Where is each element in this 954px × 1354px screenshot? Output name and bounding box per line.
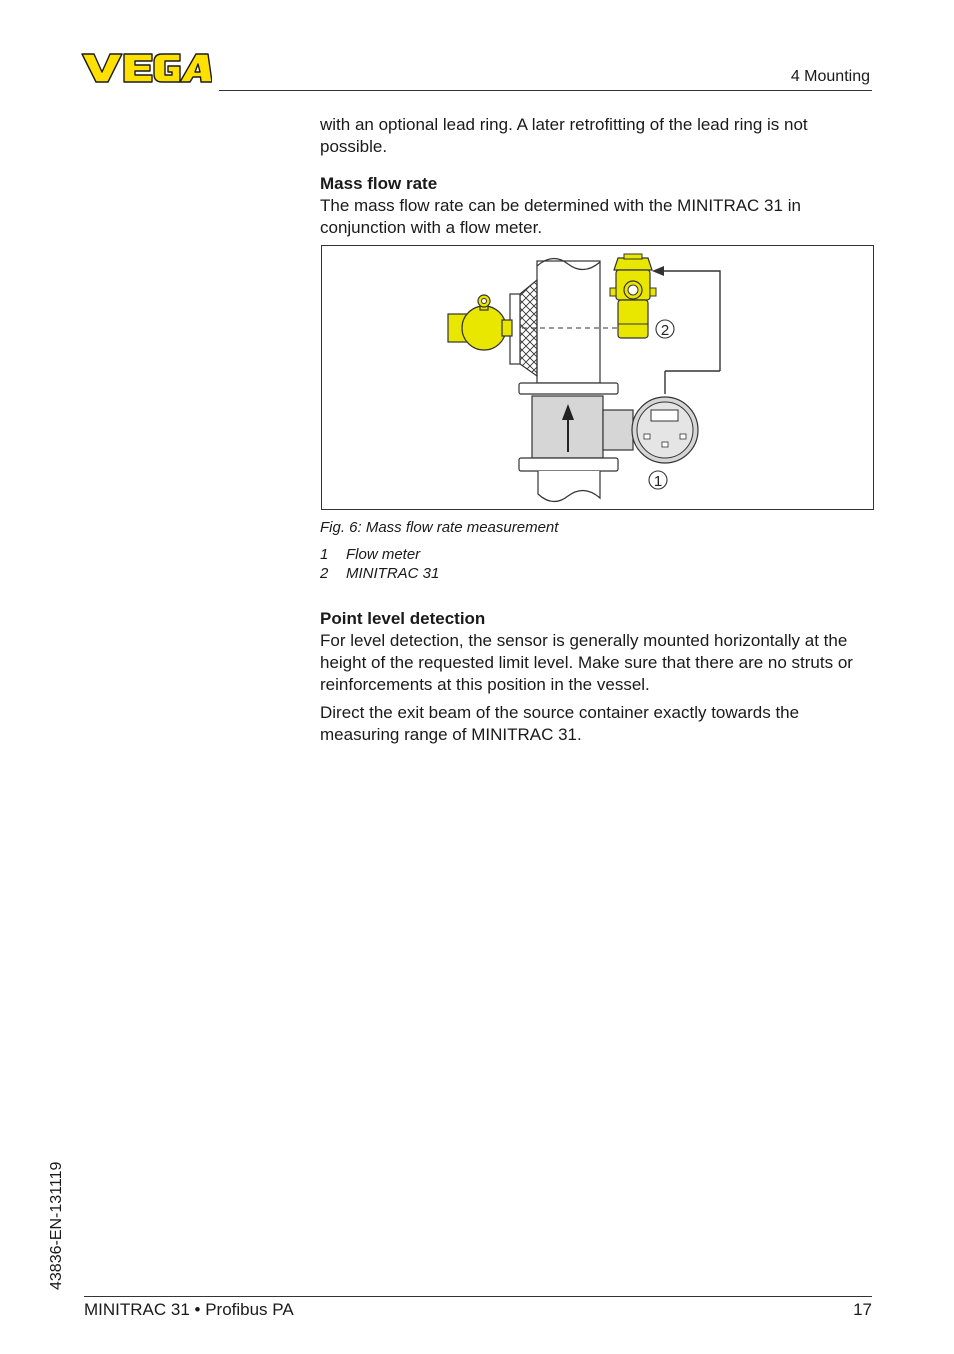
- page-number: 17: [853, 1300, 872, 1319]
- figure-caption: Fig. 6: Mass flow rate measurement: [320, 519, 559, 536]
- flow-meter: [532, 396, 698, 463]
- footer-product: MINITRAC 31 • Profibus PA: [84, 1300, 294, 1319]
- flange-upper: [519, 383, 618, 394]
- flange-lower: [519, 458, 618, 471]
- mass-flow-text: The mass flow rate can be determined with the MINITRAC 31 in conjunction with a flow meter.: [320, 196, 801, 237]
- intro-paragraph: with an optional lead ring. A later retrofitting of the lead ring is not possible.: [320, 115, 808, 156]
- mass-flow-heading: Mass flow rate: [320, 174, 438, 193]
- section-title: 4 Mounting: [790, 68, 870, 85]
- callout-1: [649, 471, 667, 490]
- svg-text:1: 1: [653, 473, 663, 490]
- minitrac-detector: [610, 254, 656, 338]
- point-level-section: [320, 608, 876, 746]
- figure-mass-flow: [321, 245, 874, 510]
- header-divider: [219, 90, 872, 91]
- vega-logo: [80, 52, 212, 84]
- point-level-text-1: For level detection, the sensor is generally mounted horizontally at the height of the requested limit level. Make sure that there are no struts or reinforcements at this position in the vessel.: [320, 631, 853, 694]
- document-number: 43836-EN-131119: [48, 1161, 65, 1290]
- source-container: [448, 295, 512, 350]
- legend-item: 2 MINITRAC 31: [320, 565, 440, 582]
- mass-flow-diagram: [322, 246, 873, 509]
- mass-flow-section: [320, 173, 876, 239]
- pipe-lower: [538, 471, 600, 502]
- svg-text:2: 2: [660, 322, 670, 339]
- point-level-text-2: Direct the exit beam of the source container exactly towards the measuring range of MINITRAC 31.: [320, 703, 800, 744]
- pipe-upper: [537, 258, 600, 383]
- point-level-heading: Point level detection: [320, 609, 486, 628]
- figure-legend: [320, 545, 439, 583]
- legend-item: 1 Flow meter: [320, 546, 421, 563]
- callout-2: [656, 320, 674, 339]
- footer-divider: [84, 1296, 872, 1297]
